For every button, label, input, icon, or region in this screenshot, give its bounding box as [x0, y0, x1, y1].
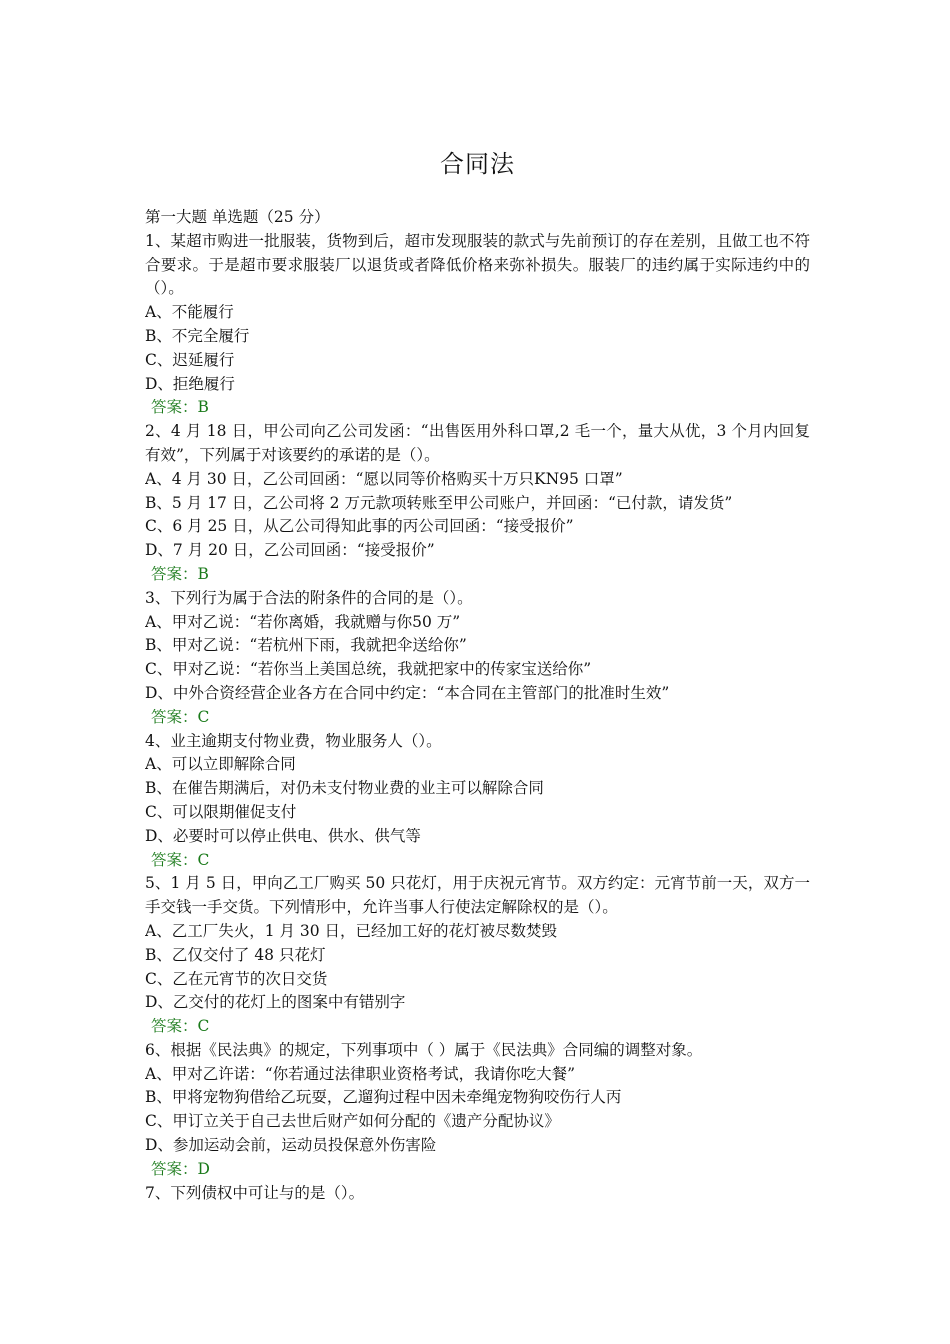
section-heading: 第一大题 单选题（25 分）: [145, 208, 330, 226]
option-d: D、中外合资经营企业各方在合同中约定：“本合同在主管部门的批准时生效”: [145, 683, 670, 702]
option-c: C、甲订立关于自己去世后财产如何分配的《遗产分配协议》: [145, 1112, 560, 1131]
option-b: B、乙仅交付了 48 只花灯: [145, 945, 326, 964]
option-b: B、甲对乙说：“若杭州下雨，我就把伞送给你”: [145, 636, 467, 655]
question-stem: 1、某超市购进一批服装，货物到后，超市发现服装的款式与先前预订的存在差别，且做工也不符合要求。于是超市要求服装厂以退货或者降低价格来弥补损失。服装厂的违约属于实际违约中的（）。: [145, 231, 810, 298]
answer: 答案：B: [151, 564, 209, 583]
option-c: C、乙在元宵节的次日交货: [145, 969, 328, 988]
document-content: [145, 206, 810, 1205]
option-b: B、5 月 17 日，乙公司将 2 万元款项转账至甲公司账户，并回函：“已付款，请发货”: [145, 493, 733, 512]
option-a: A、甲对乙说：“若你离婚，我就赠与你50 万”: [145, 612, 461, 631]
answer: 答案：B: [151, 398, 209, 417]
option-c: C、6 月 25 日，从乙公司得知此事的丙公司回函：“接受报价”: [145, 517, 574, 536]
option-a: A、可以立即解除合同: [145, 755, 296, 774]
option-a: A、不能履行: [145, 303, 234, 322]
option-a: A、乙工厂失火，1 月 30 日，已经加工好的花灯被尽数焚毁: [145, 921, 558, 940]
option-d: D、必要时可以停止供电、供水、供气等: [145, 826, 421, 845]
option-a: A、甲对乙许诺：“你若通过法律职业资格考试，我请你吃大餐”: [145, 1064, 576, 1083]
option-b: B、甲将宠物狗借给乙玩耍，乙遛狗过程中因未牵绳宠物狗咬伤行人丙: [145, 1088, 622, 1107]
option-c: C、可以限期催促支付: [145, 802, 297, 821]
option-d: D、7 月 20 日，乙公司回函：“接受报价”: [145, 541, 435, 560]
option-d: D、参加运动会前，运动员投保意外伤害险: [145, 1136, 437, 1155]
option-a: A、4 月 30 日，乙公司回函：“愿以同等价格购买十万只KN95 口罩”: [145, 469, 623, 488]
option-c: C、迟延履行: [145, 350, 235, 369]
document-title: 合同法: [440, 150, 515, 178]
option-d: D、拒绝履行: [145, 374, 235, 393]
option-c: C、甲对乙说：“若你当上美国总统，我就把家中的传家宝送给你”: [145, 660, 592, 679]
answer: 答案：C: [151, 707, 210, 726]
question-stem: 2、4 月 18 日，甲公司向乙公司发函：“出售医用外科口罩,2 毛一个，量大从优，3 个月内回复有效”，下列属于对该要约的承诺的是（）。: [145, 422, 810, 464]
option-d: D、乙交付的花灯上的图案中有错别字: [145, 993, 406, 1012]
answer: 答案：D: [151, 1159, 210, 1178]
question-stem: 7、下列债权中可让与的是（）。: [145, 1183, 365, 1202]
question-stem: 3、下列行为属于合法的附条件的合同的是（）。: [145, 588, 473, 607]
question-stem: 5、1 月 5 日，甲向乙工厂购买 50 只花灯，用于庆祝元宵节。双方约定：元宵节前一天，双方一手交钱一手交货。下列情形中，允许当事人行使法定解除权的是（）。: [145, 874, 810, 917]
option-b: B、不完全履行: [145, 326, 250, 345]
answer: 答案：C: [151, 1017, 210, 1036]
answer: 答案：C: [151, 850, 210, 869]
question-stem: 6、根据《民法典》的规定，下列事项中（ ）属于《民法典》合同编的调整对象。: [145, 1040, 703, 1059]
question-stem: 4、业主逾期支付物业费，物业服务人（）。: [145, 731, 442, 750]
option-b: B、在催告期满后，对仍未支付物业费的业主可以解除合同: [145, 779, 544, 798]
